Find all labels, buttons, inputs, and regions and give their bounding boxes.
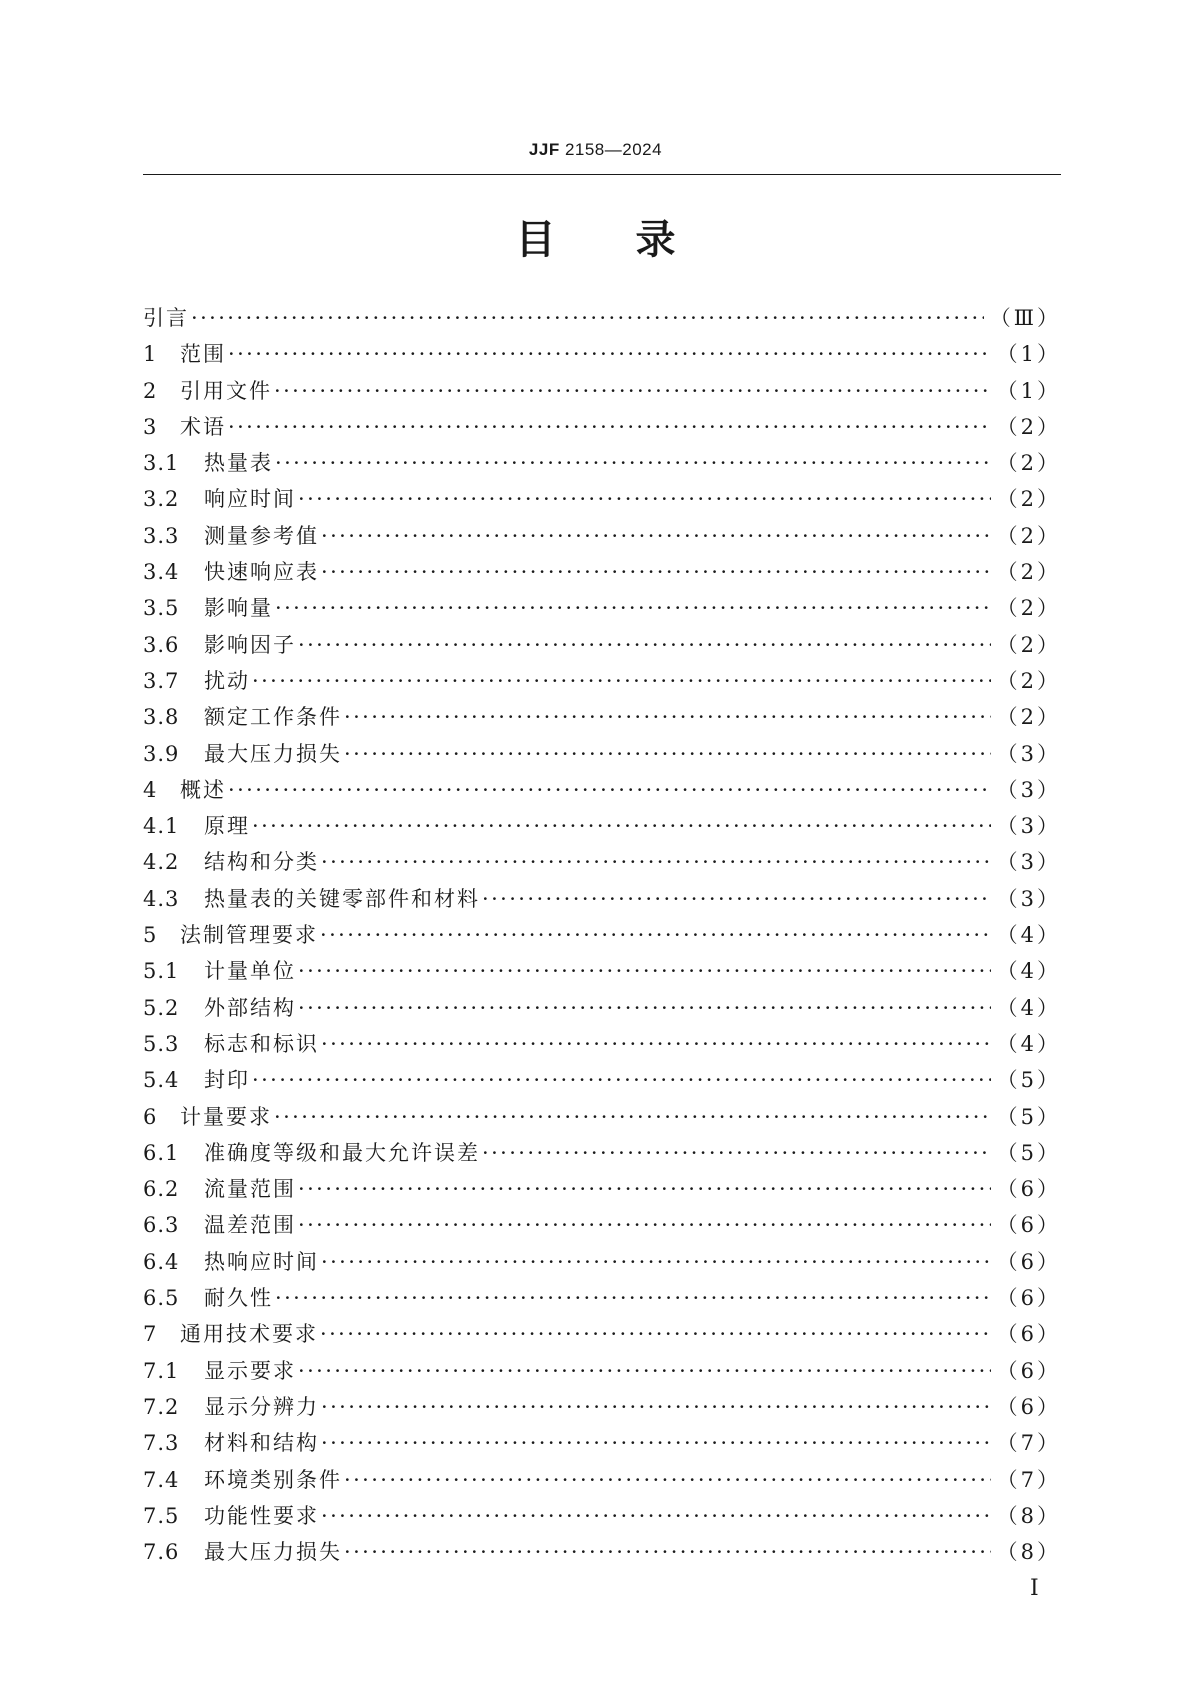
toc-entry-title: 材料和结构 [204, 1431, 319, 1456]
toc-entry[interactable] [143, 1318, 1061, 1354]
toc-entry-page: （1） [996, 342, 1061, 367]
title-char-1: 目 [515, 217, 556, 263]
toc-entry[interactable] [143, 1391, 1061, 1427]
toc-dot-leader [482, 1141, 991, 1165]
toc-dot-leader [321, 1395, 991, 1419]
toc-entry-number: 6.5 [143, 1286, 180, 1311]
toc-entry-page: （2） [996, 414, 1061, 439]
toc-dot-leader [274, 1105, 991, 1129]
toc-dot-leader [298, 996, 991, 1020]
toc-entry-page: （8） [996, 1503, 1061, 1528]
toc-entry[interactable] [143, 1173, 1061, 1209]
toc-entry[interactable] [143, 375, 1061, 411]
toc-entry-page: （2） [996, 668, 1061, 693]
toc-dot-leader [275, 596, 991, 620]
toc-entry-title: 术语 [180, 414, 226, 439]
toc-entry[interactable] [143, 738, 1061, 774]
toc-dot-leader [298, 487, 991, 511]
toc-entry-title: 法制管理要求 [180, 923, 318, 948]
toc-entry-title: 封印 [204, 1068, 250, 1093]
toc-dot-leader [344, 705, 991, 729]
toc-dot-leader [252, 1068, 991, 1092]
toc-entry[interactable] [143, 338, 1061, 374]
toc-entry[interactable] [143, 774, 1061, 810]
toc-entry-number: 7.2 [143, 1394, 180, 1419]
toc-dot-leader [275, 1286, 991, 1310]
toc-entry-number: 7.1 [143, 1358, 180, 1383]
toc-entry-title: 概述 [180, 777, 226, 802]
toc-entry-title: 热量表 [204, 451, 273, 476]
standard-code-prefix: JJF [528, 140, 560, 159]
toc-entry-page: （6） [996, 1177, 1061, 1202]
toc-entry[interactable] [143, 520, 1061, 556]
toc-entry-page: （6） [996, 1322, 1061, 1347]
toc-entry-page: （6） [996, 1394, 1061, 1419]
toc-entry[interactable] [143, 629, 1061, 665]
toc-entry-title: 热量表的关键零部件和材料 [204, 886, 480, 911]
toc-dot-leader [320, 1322, 991, 1346]
toc-entry-number: 7.4 [143, 1467, 180, 1492]
toc-entry-title: 额定工作条件 [204, 705, 342, 730]
toc-dot-leader [321, 524, 991, 548]
toc-entry-title: 最大压力损失 [204, 1540, 342, 1565]
toc-dot-leader [298, 1359, 991, 1383]
toc-entry-title: 快速响应表 [204, 560, 319, 585]
toc-entry-page: （8） [996, 1540, 1061, 1565]
toc-entry[interactable] [143, 302, 1061, 338]
toc-entry-number: 5.4 [143, 1068, 180, 1093]
toc-entry-number: 6.2 [143, 1177, 180, 1202]
toc-entry-title: 计量要求 [180, 1104, 272, 1129]
toc-entry-page: （2） [996, 523, 1061, 548]
toc-entry-number: 5.2 [143, 995, 180, 1020]
toc-dot-leader [298, 1177, 991, 1201]
toc-entry-page: （4） [996, 923, 1061, 948]
toc-entry-number: 4 [143, 777, 158, 802]
toc-entry-page: （Ⅲ） [989, 306, 1061, 330]
toc-entry-number: 3.6 [143, 632, 180, 657]
page-title [0, 217, 1191, 263]
toc-entry[interactable] [143, 483, 1061, 519]
toc-entry-page: （6） [996, 1286, 1061, 1311]
toc-entry[interactable] [143, 665, 1061, 701]
toc-entry[interactable] [143, 592, 1061, 628]
toc-entry-number: 3.1 [143, 451, 180, 476]
toc-entry-number: 1 [143, 342, 158, 367]
toc-entry[interactable] [143, 1355, 1061, 1391]
toc-entry-number: 6.1 [143, 1140, 180, 1165]
toc-entry[interactable] [143, 846, 1061, 882]
toc-entry-number: 4.3 [143, 886, 180, 911]
toc-dot-leader [482, 887, 991, 911]
toc-dot-leader [252, 814, 991, 838]
toc-dot-leader [298, 959, 991, 983]
toc-entry-title: 影响量 [204, 596, 273, 621]
toc-entry-title: 扰动 [204, 668, 250, 693]
toc-entry-number: 4.1 [143, 814, 180, 839]
toc-entry-page: （7） [996, 1431, 1061, 1456]
toc-entry-number: 3.9 [143, 741, 180, 766]
toc-entry-number: 5.1 [143, 959, 180, 984]
toc-dot-leader [321, 560, 991, 584]
toc-entry-number: 5.3 [143, 1031, 180, 1056]
toc-dot-leader [321, 1504, 991, 1528]
toc-entry-page: （3） [996, 814, 1061, 839]
toc-entry-number: 4.2 [143, 850, 180, 875]
toc-entry-number: 3.2 [143, 487, 180, 512]
toc-entry-page: （6） [996, 1213, 1061, 1238]
toc-entry-number: 7.6 [143, 1540, 180, 1565]
toc-entry-page: （5） [996, 1068, 1061, 1093]
toc-entry[interactable] [143, 1282, 1061, 1318]
header-divider [143, 174, 1061, 175]
toc-entry-number: 3.7 [143, 668, 180, 693]
toc-entry-number: 6.4 [143, 1249, 180, 1274]
toc-entry-title: 环境类别条件 [204, 1467, 342, 1492]
toc-entry-page: （2） [996, 596, 1061, 621]
toc-entry-title: 显示要求 [204, 1358, 296, 1383]
toc-entry-number: 3.4 [143, 560, 180, 585]
toc-entry-number: 7.5 [143, 1503, 180, 1528]
toc-entry[interactable] [143, 992, 1061, 1028]
toc-dot-leader [320, 923, 991, 947]
toc-entry[interactable] [143, 701, 1061, 737]
toc-entry-page: （3） [996, 741, 1061, 766]
toc-entry-title: 外部结构 [204, 995, 296, 1020]
toc-entry-page: （5） [996, 1104, 1061, 1129]
standard-code-number: 2158—2024 [564, 140, 663, 159]
toc-entry-number: 5 [143, 923, 158, 948]
toc-dot-leader [344, 1468, 991, 1492]
toc-entry[interactable] [143, 955, 1061, 991]
toc-entry-title: 结构和分类 [204, 850, 319, 875]
toc-entry-page: （2） [996, 451, 1061, 476]
toc-entry[interactable] [143, 919, 1061, 955]
toc-entry-title: 引言 [143, 306, 189, 330]
toc-entry-title: 热响应时间 [204, 1249, 319, 1274]
toc-entry[interactable] [143, 883, 1061, 919]
page-number: Ⅰ [1030, 1576, 1039, 1601]
toc-entry-number: 3.8 [143, 705, 180, 730]
toc-entry-page: （5） [996, 1140, 1061, 1165]
toc-entry-page: （2） [996, 632, 1061, 657]
toc-entry-page: （1） [996, 378, 1061, 403]
toc-entry[interactable] [143, 1500, 1061, 1536]
toc-entry[interactable] [143, 810, 1061, 846]
toc-entry[interactable] [143, 1028, 1061, 1064]
toc-entry[interactable] [143, 1464, 1061, 1500]
toc-entry-page: （4） [996, 959, 1061, 984]
toc-entry[interactable] [143, 1209, 1061, 1245]
toc-entry-number: 3.3 [143, 523, 180, 548]
toc-entry-title: 温差范围 [204, 1213, 296, 1238]
toc-entry-title: 准确度等级和最大允许误差 [204, 1140, 480, 1165]
toc-entry-number: 6.3 [143, 1213, 180, 1238]
toc-entry-number: 7.3 [143, 1431, 180, 1456]
toc-entry-title: 响应时间 [204, 487, 296, 512]
toc-dot-leader [344, 1540, 991, 1564]
toc-dot-leader [274, 379, 991, 403]
toc-entry[interactable] [143, 447, 1061, 483]
toc-entry-title: 耐久性 [204, 1286, 273, 1311]
toc-entry-title: 影响因子 [204, 632, 296, 657]
toc-dot-leader [321, 850, 991, 874]
toc-entry-page: （4） [996, 1031, 1061, 1056]
toc-entry-title: 范围 [180, 342, 226, 367]
title-char-2: 录 [635, 217, 676, 263]
document-header [0, 140, 1191, 160]
toc-entry-page: （6） [996, 1358, 1061, 1383]
toc-dot-leader [344, 742, 991, 766]
toc-dot-leader [321, 1250, 991, 1274]
toc-dot-leader [321, 1032, 991, 1056]
toc-dot-leader [275, 451, 991, 475]
toc-entry-page: （2） [996, 487, 1061, 512]
toc-entry[interactable] [143, 1137, 1061, 1173]
toc-entry-title: 测量参考值 [204, 523, 319, 548]
toc-dot-leader [191, 306, 984, 330]
toc-entry[interactable] [143, 1536, 1061, 1572]
toc-dot-leader [228, 778, 991, 802]
toc-dot-leader [321, 1431, 991, 1455]
toc-entry[interactable] [143, 556, 1061, 592]
toc-entry-number: 3.5 [143, 596, 180, 621]
toc-entry[interactable] [143, 411, 1061, 447]
toc-entry-title: 原理 [204, 814, 250, 839]
toc-entry[interactable] [143, 1246, 1061, 1282]
toc-entry-page: （3） [996, 850, 1061, 875]
toc-entry[interactable] [143, 1064, 1061, 1100]
toc-entry-page: （3） [996, 777, 1061, 802]
toc-entry-title: 流量范围 [204, 1177, 296, 1202]
toc-entry-page: （6） [996, 1249, 1061, 1274]
toc-entry-page: （2） [996, 705, 1061, 730]
toc-dot-leader [298, 633, 991, 657]
toc-entry[interactable] [143, 1101, 1061, 1137]
toc-dot-leader [252, 669, 991, 693]
toc-entry-page: （7） [996, 1467, 1061, 1492]
toc-entry-number: 6 [143, 1104, 158, 1129]
toc-entry-title: 引用文件 [180, 378, 272, 403]
toc-entry-title: 显示分辨力 [204, 1394, 319, 1419]
toc-entry-title: 通用技术要求 [180, 1322, 318, 1347]
toc-entry-title: 计量单位 [204, 959, 296, 984]
toc-entry-page: （3） [996, 886, 1061, 911]
toc-dot-leader [228, 342, 991, 366]
toc-entry-title: 最大压力损失 [204, 741, 342, 766]
table-of-contents [143, 302, 1061, 1572]
toc-dot-leader [228, 415, 991, 439]
toc-entry-page: （2） [996, 560, 1061, 585]
toc-entry-number: 3 [143, 414, 158, 439]
toc-entry-number: 7 [143, 1322, 158, 1347]
toc-entry-title: 标志和标识 [204, 1031, 319, 1056]
toc-dot-leader [298, 1213, 991, 1237]
toc-entry-title: 功能性要求 [204, 1503, 319, 1528]
toc-entry[interactable] [143, 1427, 1061, 1463]
toc-entry-number: 2 [143, 378, 158, 403]
toc-entry-page: （4） [996, 995, 1061, 1020]
